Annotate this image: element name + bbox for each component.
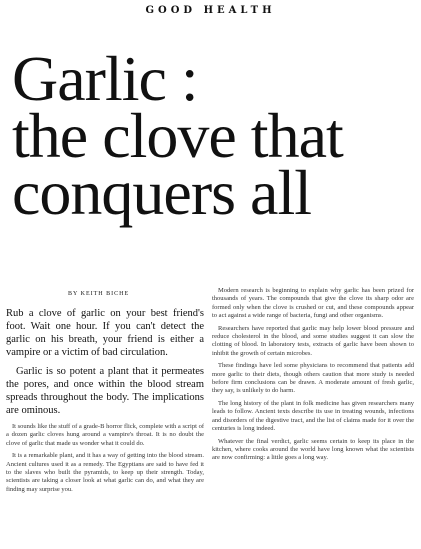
article-headline bbox=[12, 43, 412, 228]
left-column bbox=[6, 307, 204, 547]
body-paragraph: Modern research is beginning to explain why garlic has been prized for thousands of years. The compounds that give the clove its sharp odor are formed only when the clove is crushed or cut, and these compounds appear to act against a wide range of bacteria, fungi and other organisms. bbox=[212, 287, 414, 320]
right-column bbox=[212, 287, 414, 547]
left-body-text bbox=[6, 423, 204, 494]
body-paragraph: Researchers have reported that garlic may help lower blood pressure and reduce cholesterol in the blood, and some studies suggest it can slow the clotting of blood. In laboratory tests, extracts of garlic have been shown to inhibit the growth of certain microbes. bbox=[212, 324, 414, 357]
body-paragraph: The long history of the plant in folk medicine has given researchers many leads to follow. Ancient texts describe its use in treating wounds, infections and disorders of the digestive tract, and the list of claims made for it over the centuries is long indeed. bbox=[212, 399, 414, 433]
section-kicker: GOOD HEALTH bbox=[145, 5, 276, 16]
body-paragraph: It sounds like the stuff of a grade-B horror flick, complete with a script of a dozen garlic cloves hung around a vampire's throat. It is no doubt the clove of garlic that made us wonder what it could do. bbox=[6, 423, 204, 447]
lead-text bbox=[6, 307, 204, 417]
body-paragraph: These findings have led some physicians to recommend that patients add more garlic to their diets, though others caution that more study is needed before firm conclusions can be drawn. A moderate amount of fresh garlic, they say, is unlikely to do harm. bbox=[212, 362, 414, 395]
body-paragraph: Whatever the final verdict, garlic seems certain to keep its place in the kitchen, where cooks around the world have long known what the scientists are now confirming: a little goes a long way. bbox=[212, 437, 414, 462]
headline-line-3: conquers all bbox=[12, 157, 311, 228]
body-paragraph: It is a remarkable plant, and it has a way of getting into the blood stream. Ancient cultures used it as a remedy. The Egyptians are said to have fed it to the slaves who built the pyramids, to keep up their strength. Today, scientists are taking a closer look at what garlic can do, and what they are finding may surprise you. bbox=[6, 452, 204, 493]
headline-line-2: the clove that bbox=[12, 100, 343, 171]
lead-paragraph: Garlic is so potent a plant that it permeates the pores, and once within the blood stream spreads throughout the body. The implications are ominous. bbox=[6, 366, 204, 416]
headline-line-1: Garlic : bbox=[12, 43, 198, 114]
byline: BY KEITH BICHE bbox=[68, 291, 130, 297]
lead-paragraph: Rub a clove of garlic on your best friend's foot. Wait one hour. If you can't detect the garlic on his breath, your friend is either a vampire or a victim of bad circulation. bbox=[6, 308, 204, 358]
